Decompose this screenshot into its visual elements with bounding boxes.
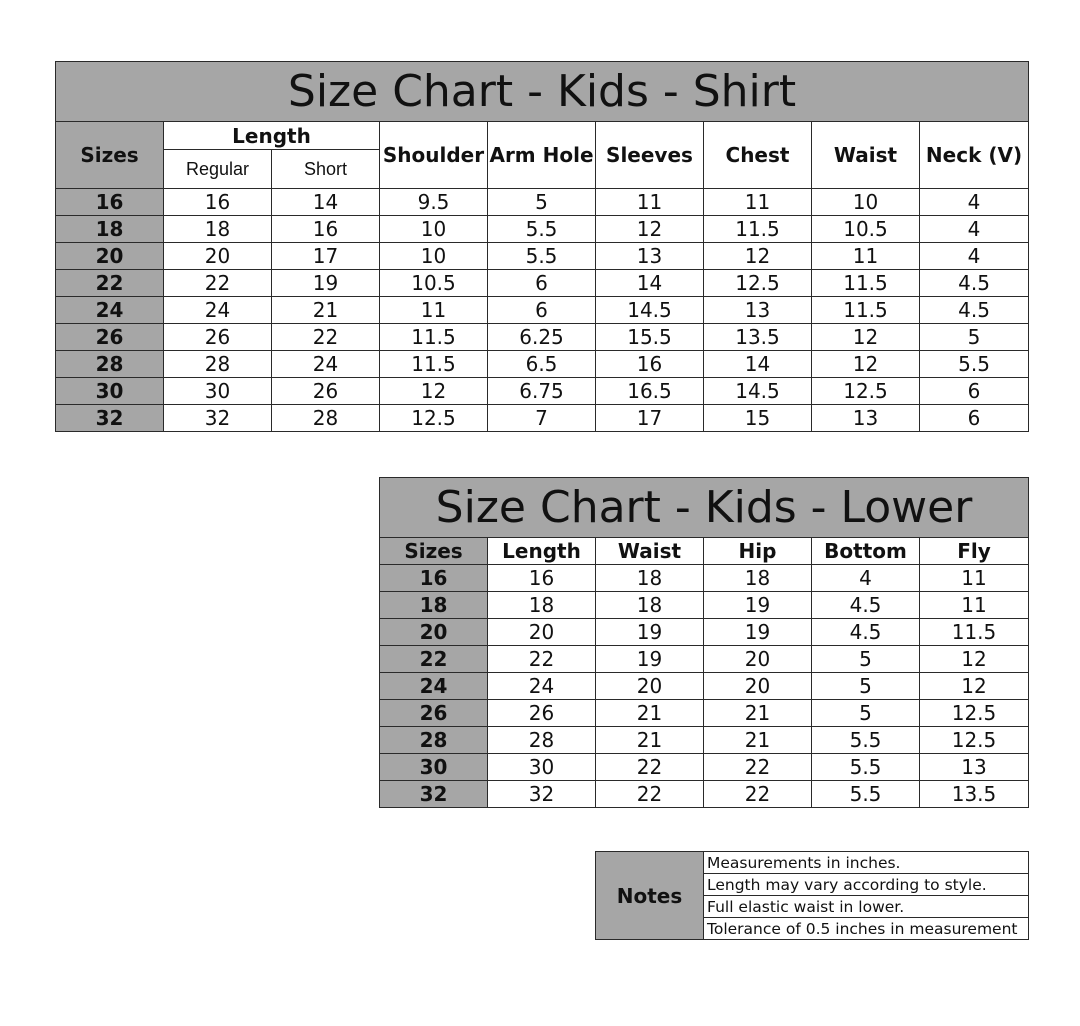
table-cell: 5.5	[488, 243, 596, 270]
table-cell: 30	[488, 754, 596, 781]
table-cell: 5	[812, 646, 920, 673]
table-row	[56, 243, 1029, 270]
size-label: 32	[56, 405, 164, 432]
table-cell: 5	[812, 673, 920, 700]
table-cell: 6	[488, 270, 596, 297]
table-cell: 22	[488, 646, 596, 673]
table-cell: 12.5	[920, 700, 1029, 727]
table-cell: 21	[596, 727, 704, 754]
table-cell: 4.5	[812, 619, 920, 646]
table-cell: 6	[920, 378, 1029, 405]
table-cell: 20	[596, 673, 704, 700]
table-cell: 28	[488, 727, 596, 754]
table-cell: 28	[164, 351, 272, 378]
lower-header-sizes: Sizes	[380, 538, 488, 565]
table-cell: 10	[380, 216, 488, 243]
shirt-header-shoulder: Shoulder	[380, 122, 488, 189]
lower-table-title: Size Chart - Kids - Lower	[380, 478, 1029, 538]
note-item: Tolerance of 0.5 inches in measurement	[704, 918, 1029, 940]
table-cell: 28	[272, 405, 380, 432]
size-label: 16	[56, 189, 164, 216]
table-cell: 12	[812, 351, 920, 378]
size-label: 24	[380, 673, 488, 700]
table-cell: 4	[812, 565, 920, 592]
table-row	[380, 673, 1029, 700]
size-label: 18	[56, 216, 164, 243]
table-cell: 5.5	[812, 754, 920, 781]
size-label: 24	[56, 297, 164, 324]
table-cell: 16	[164, 189, 272, 216]
size-label: 22	[380, 646, 488, 673]
shirt-header-chest: Chest	[704, 122, 812, 189]
table-cell: 24	[164, 297, 272, 324]
shirt-table-title: Size Chart - Kids - Shirt	[56, 62, 1029, 122]
table-cell: 11	[920, 592, 1029, 619]
size-label: 20	[380, 619, 488, 646]
table-cell: 18	[164, 216, 272, 243]
table-cell: 13.5	[920, 781, 1029, 808]
table-cell: 19	[272, 270, 380, 297]
table-cell: 22	[596, 754, 704, 781]
table-cell: 20	[164, 243, 272, 270]
table-cell: 11.5	[380, 324, 488, 351]
table-cell: 19	[704, 619, 812, 646]
lower-header-fly: Fly	[920, 538, 1029, 565]
size-label: 20	[56, 243, 164, 270]
table-cell: 6.25	[488, 324, 596, 351]
table-cell: 10.5	[812, 216, 920, 243]
table-cell: 11	[812, 243, 920, 270]
table-cell: 7	[488, 405, 596, 432]
table-cell: 11	[380, 297, 488, 324]
size-label: 16	[380, 565, 488, 592]
table-cell: 5.5	[920, 351, 1029, 378]
table-cell: 22	[596, 781, 704, 808]
table-cell: 16.5	[596, 378, 704, 405]
size-label: 32	[380, 781, 488, 808]
table-cell: 14	[704, 351, 812, 378]
table-cell: 16	[488, 565, 596, 592]
table-cell: 5	[812, 700, 920, 727]
table-cell: 21	[704, 727, 812, 754]
table-cell: 19	[596, 619, 704, 646]
table-cell: 11	[596, 189, 704, 216]
shirt-header-length: Length	[164, 122, 380, 150]
table-cell: 18	[704, 565, 812, 592]
table-row	[380, 646, 1029, 673]
table-cell: 11.5	[704, 216, 812, 243]
table-cell: 30	[164, 378, 272, 405]
table-cell: 5	[488, 189, 596, 216]
table-cell: 10.5	[380, 270, 488, 297]
table-cell: 4.5	[920, 297, 1029, 324]
table-row	[56, 324, 1029, 351]
table-cell: 32	[488, 781, 596, 808]
table-cell: 20	[704, 673, 812, 700]
table-cell: 12	[596, 216, 704, 243]
size-label: 30	[56, 378, 164, 405]
table-cell: 4	[920, 216, 1029, 243]
table-cell: 15.5	[596, 324, 704, 351]
size-label: 22	[56, 270, 164, 297]
lower-size-table	[379, 477, 1029, 808]
table-cell: 12	[812, 324, 920, 351]
lower-header-length: Length	[488, 538, 596, 565]
table-cell: 21	[704, 700, 812, 727]
table-cell: 12.5	[812, 378, 920, 405]
table-cell: 24	[488, 673, 596, 700]
table-cell: 4.5	[812, 592, 920, 619]
table-row	[380, 592, 1029, 619]
table-cell: 11	[704, 189, 812, 216]
table-row	[56, 405, 1029, 432]
size-label: 30	[380, 754, 488, 781]
table-cell: 13.5	[704, 324, 812, 351]
shirt-header-short: Short	[272, 150, 380, 189]
size-label: 26	[380, 700, 488, 727]
table-cell: 14.5	[596, 297, 704, 324]
note-item: Full elastic waist in lower.	[704, 896, 1029, 918]
table-row	[56, 297, 1029, 324]
size-label: 26	[56, 324, 164, 351]
table-cell: 22	[272, 324, 380, 351]
table-cell: 11.5	[812, 297, 920, 324]
table-cell: 32	[164, 405, 272, 432]
table-cell: 18	[596, 565, 704, 592]
table-cell: 18	[488, 592, 596, 619]
table-cell: 4.5	[920, 270, 1029, 297]
table-cell: 13	[704, 297, 812, 324]
table-cell: 15	[704, 405, 812, 432]
table-cell: 17	[596, 405, 704, 432]
table-cell: 21	[272, 297, 380, 324]
table-row	[380, 754, 1029, 781]
table-cell: 22	[704, 754, 812, 781]
note-item: Length may vary according to style.	[704, 874, 1029, 896]
table-cell: 5.5	[812, 781, 920, 808]
shirt-size-table	[55, 61, 1029, 432]
table-cell: 12	[380, 378, 488, 405]
table-cell: 10	[812, 189, 920, 216]
lower-header-hip: Hip	[704, 538, 812, 565]
table-row	[380, 727, 1029, 754]
table-cell: 4	[920, 243, 1029, 270]
table-cell: 5.5	[488, 216, 596, 243]
table-cell: 13	[596, 243, 704, 270]
table-cell: 11	[920, 565, 1029, 592]
table-row	[56, 270, 1029, 297]
table-cell: 9.5	[380, 189, 488, 216]
table-cell: 14	[596, 270, 704, 297]
table-cell: 6	[488, 297, 596, 324]
table-cell: 14	[272, 189, 380, 216]
size-label: 28	[380, 727, 488, 754]
table-cell: 17	[272, 243, 380, 270]
table-row	[380, 700, 1029, 727]
table-row	[56, 378, 1029, 405]
table-cell: 5	[920, 324, 1029, 351]
shirt-header-regular: Regular	[164, 150, 272, 189]
table-cell: 12	[920, 673, 1029, 700]
table-cell: 11.5	[920, 619, 1029, 646]
table-row	[56, 216, 1029, 243]
table-cell: 13	[920, 754, 1029, 781]
table-cell: 6.5	[488, 351, 596, 378]
lower-header-bottom: Bottom	[812, 538, 920, 565]
table-row	[380, 565, 1029, 592]
table-cell: 4	[920, 189, 1029, 216]
shirt-header-neck: Neck (V)	[920, 122, 1029, 189]
table-cell: 12.5	[380, 405, 488, 432]
size-label: 18	[380, 592, 488, 619]
table-cell: 12	[704, 243, 812, 270]
table-cell: 21	[596, 700, 704, 727]
table-cell: 22	[164, 270, 272, 297]
table-row	[380, 619, 1029, 646]
shirt-header-sleeves: Sleeves	[596, 122, 704, 189]
table-cell: 19	[596, 646, 704, 673]
table-cell: 10	[380, 243, 488, 270]
table-cell: 20	[488, 619, 596, 646]
table-row	[56, 351, 1029, 378]
shirt-header-sizes: Sizes	[56, 122, 164, 189]
table-cell: 11.5	[812, 270, 920, 297]
table-row	[380, 781, 1029, 808]
table-row	[56, 189, 1029, 216]
table-cell: 6	[920, 405, 1029, 432]
table-cell: 12	[920, 646, 1029, 673]
table-cell: 12.5	[920, 727, 1029, 754]
shirt-header-waist: Waist	[812, 122, 920, 189]
table-cell: 13	[812, 405, 920, 432]
table-cell: 14.5	[704, 378, 812, 405]
table-cell: 12.5	[704, 270, 812, 297]
table-cell: 5.5	[812, 727, 920, 754]
table-cell: 19	[704, 592, 812, 619]
table-cell: 20	[704, 646, 812, 673]
table-cell: 26	[164, 324, 272, 351]
table-cell: 18	[596, 592, 704, 619]
table-cell: 22	[704, 781, 812, 808]
note-item: Measurements in inches.	[704, 852, 1029, 874]
size-label: 28	[56, 351, 164, 378]
shirt-header-arm-hole: Arm Hole	[488, 122, 596, 189]
table-cell: 11.5	[380, 351, 488, 378]
lower-header-waist: Waist	[596, 538, 704, 565]
table-cell: 16	[272, 216, 380, 243]
table-cell: 16	[596, 351, 704, 378]
table-cell: 26	[488, 700, 596, 727]
table-cell: 6.75	[488, 378, 596, 405]
table-cell: 24	[272, 351, 380, 378]
notes-label: Notes	[596, 852, 704, 940]
notes-table	[595, 851, 1029, 940]
table-cell: 26	[272, 378, 380, 405]
